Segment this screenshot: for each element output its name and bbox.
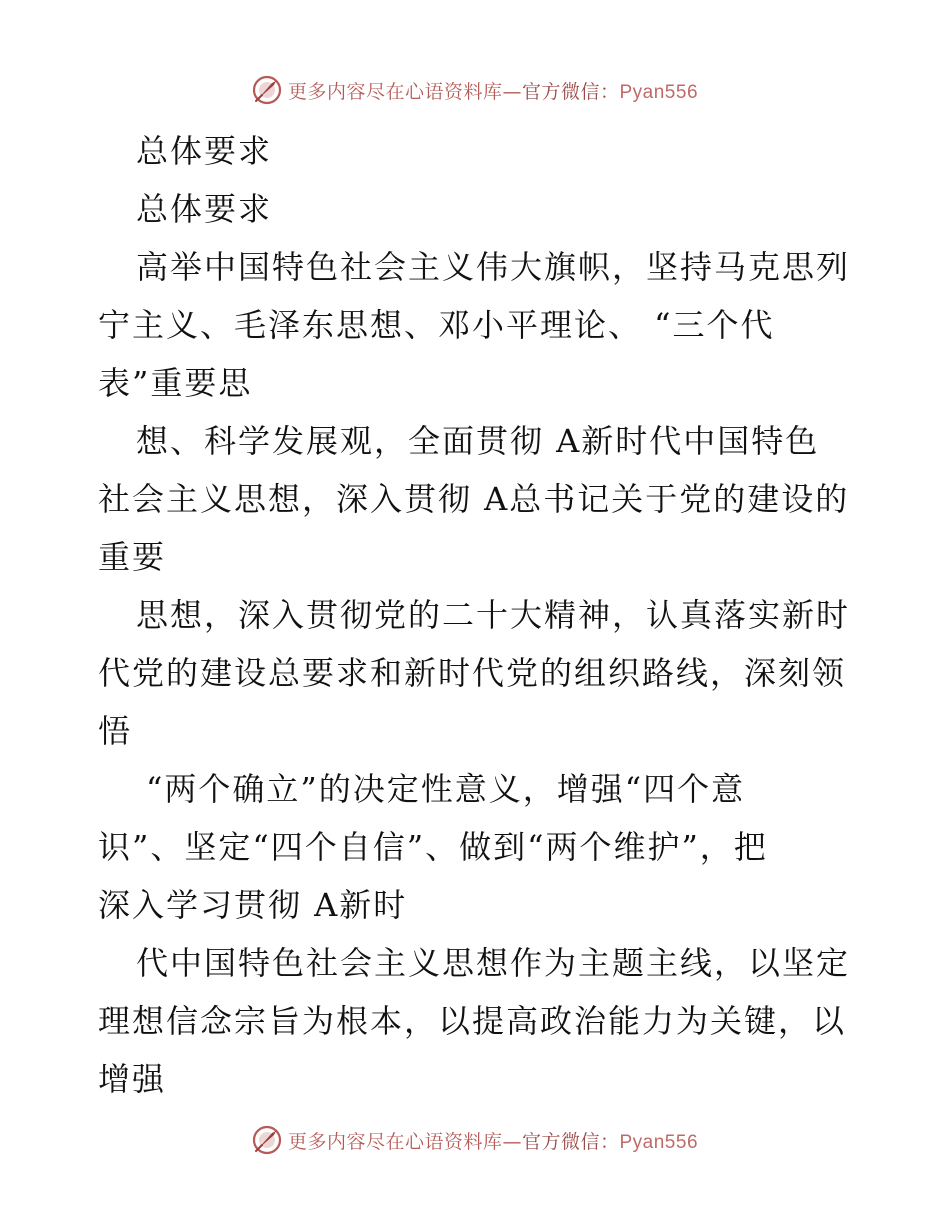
- header-wechat-label: 官方微信：: [521, 80, 620, 103]
- body-line: 代中国特色社会主义思想作为主题主线，以坚定: [136, 944, 851, 982]
- body-line: 社会主义思想，深入贯彻 A总书记关于党的建设的: [98, 480, 850, 518]
- header-dash: —: [502, 80, 522, 103]
- quill-logo-icon: [252, 75, 282, 105]
- document-body: [98, 122, 858, 1108]
- header-watermark: [0, 70, 950, 110]
- body-line: 深入学习贯彻 A新时: [98, 886, 408, 924]
- body-line: 想、科学发展观，全面贯彻 A新时代中国特色: [136, 422, 820, 460]
- body-line: 总体要求: [136, 132, 273, 170]
- body-line: 理想信念宗旨为根本，以提高政治能力为关键，以: [98, 1002, 847, 1040]
- body-line: 思想，深入贯彻党的二十大精神，认真落实新时: [136, 596, 851, 634]
- body-line: 表”重要思: [98, 364, 253, 402]
- header-brand: 更多内容尽在心语资料库: [287, 80, 503, 103]
- footer-watermark: [0, 1120, 950, 1160]
- body-line: 识”、坚定“四个自信”、做到“两个维护”，把: [98, 828, 768, 866]
- body-line: 高举中国特色社会主义伟大旗帜，坚持马克思列: [136, 248, 851, 286]
- body-line: 悟: [98, 712, 133, 750]
- body-line: 总体要求: [136, 190, 273, 228]
- quill-logo-icon: [252, 1125, 282, 1155]
- footer-wechat-label: 官方微信：: [521, 1130, 620, 1153]
- header-brand-text: [288, 77, 698, 104]
- footer-brand-text: [288, 1127, 698, 1154]
- body-line: “两个确立”的决定性意义，增强“四个意: [146, 770, 746, 808]
- footer-wechat-id: Pyan556: [619, 1131, 699, 1153]
- body-line: 代党的建设总要求和新时代党的组织路线，深刻领: [98, 654, 847, 692]
- body-line: 重要: [98, 538, 167, 576]
- header-wechat-id: Pyan556: [619, 81, 699, 103]
- footer-dash: —: [502, 1130, 522, 1153]
- footer-brand: 更多内容尽在心语资料库: [287, 1130, 503, 1153]
- body-line: 宁主义、毛泽东思想、邓小平理论、 “三个代: [98, 306, 775, 344]
- body-line: 增强: [98, 1060, 167, 1098]
